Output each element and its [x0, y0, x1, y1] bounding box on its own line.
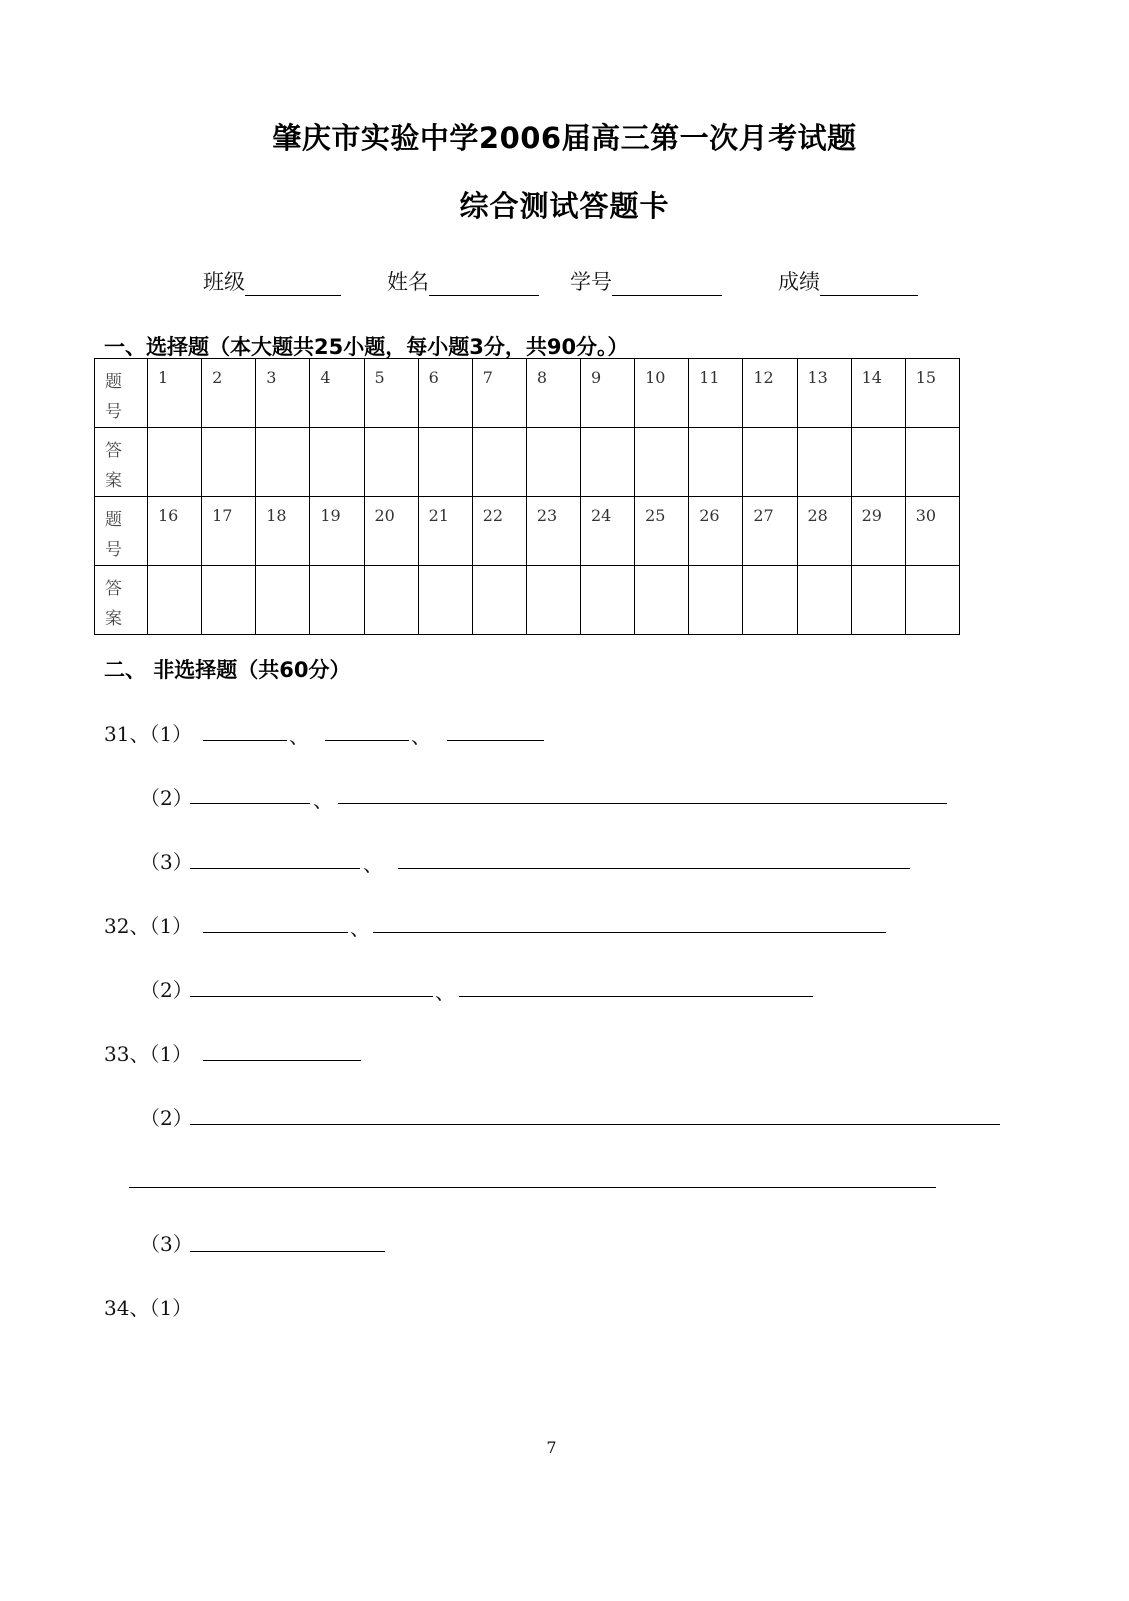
score-label: 成绩: [778, 270, 820, 294]
answer-cell[interactable]: [635, 566, 689, 635]
question-number-cell: 6: [418, 359, 472, 428]
q32-part2-label: （2）: [140, 978, 193, 1002]
question-number-cell: 9: [581, 359, 635, 428]
q32-1-blank-a[interactable]: [203, 932, 348, 933]
answer-cell[interactable]: [635, 428, 689, 497]
q31-1-blank-c[interactable]: [447, 740, 544, 741]
exam-title: 肇庆市实验中学2006届高三第一次月考试题: [272, 121, 857, 155]
question-number-cell: 17: [202, 497, 256, 566]
q31-1-blank-a[interactable]: [203, 740, 287, 741]
question-number-cell: 21: [418, 497, 472, 566]
question-number-cell: 8: [526, 359, 580, 428]
question-number-cell: 23: [526, 497, 580, 566]
answer-cell[interactable]: [581, 566, 635, 635]
question-number-cell: 2: [202, 359, 256, 428]
answer-sheet-subtitle: 综合测试答题卡: [459, 189, 670, 223]
question-number-cell: 3: [256, 359, 310, 428]
question-number-cell: 20: [364, 497, 418, 566]
answer-cell[interactable]: [310, 566, 364, 635]
question-number-cell: 15: [905, 359, 959, 428]
question-number-cell: 13: [797, 359, 851, 428]
question-number-cell: 22: [472, 497, 526, 566]
separator: 、: [411, 724, 431, 748]
score-blank[interactable]: [820, 273, 918, 296]
answer-cell[interactable]: [797, 566, 851, 635]
section-1-heading: 一、选择题（本大题共25小题，每小题3分，共90分。）: [104, 335, 629, 359]
question-number-cell: 27: [743, 497, 797, 566]
answer-cell[interactable]: [526, 428, 580, 497]
answer-row-1: [95, 428, 960, 497]
class-label: 班级: [203, 270, 245, 294]
answer-cell[interactable]: [851, 428, 905, 497]
question-number-cell: 7: [472, 359, 526, 428]
q31-3-blank-a[interactable]: [190, 868, 360, 869]
question-number-cell: 25: [635, 497, 689, 566]
answer-cell[interactable]: [797, 428, 851, 497]
question-number-cell: 11: [689, 359, 743, 428]
number-row-1: [95, 359, 960, 428]
answer-cell[interactable]: [472, 428, 526, 497]
row-label-answer: 答 案: [95, 428, 148, 497]
student-id-field[interactable]: [570, 266, 722, 296]
q31-1-blank-b[interactable]: [325, 740, 409, 741]
name-field[interactable]: [387, 266, 539, 296]
q33-2-blank-line2[interactable]: [129, 1187, 936, 1188]
q33-1-blank[interactable]: [203, 1060, 361, 1061]
answer-cell[interactable]: [202, 428, 256, 497]
q33-part3-label: （3）: [140, 1232, 193, 1256]
answer-cell[interactable]: [905, 428, 959, 497]
question-number-cell: 19: [310, 497, 364, 566]
class-blank[interactable]: [245, 273, 341, 296]
page-number: 7: [546, 1438, 557, 1457]
student-id-label: 学号: [570, 270, 612, 294]
q31-2-blank-a[interactable]: [190, 803, 310, 804]
q32-part1-label: 32、（1）: [104, 914, 193, 938]
q33-2-blank-line1[interactable]: [190, 1124, 1000, 1125]
question-number-cell: 24: [581, 497, 635, 566]
q33-part2-label: （2）: [140, 1106, 193, 1130]
q34-part1-label: 34、（1）: [104, 1296, 193, 1320]
q33-3-blank[interactable]: [190, 1251, 385, 1252]
q31-part2-label: （2）: [140, 786, 193, 810]
question-number-cell: 26: [689, 497, 743, 566]
q31-part1-label: 31、（1）: [104, 722, 193, 746]
question-number-cell: 16: [148, 497, 202, 566]
q31-part3-label: （3）: [140, 850, 193, 874]
q31-3-blank-b[interactable]: [398, 868, 910, 869]
name-blank[interactable]: [429, 273, 539, 296]
separator: 、: [350, 916, 370, 940]
answer-cell[interactable]: [743, 428, 797, 497]
answer-cell[interactable]: [310, 428, 364, 497]
q33-part1-label: 33、（1）: [104, 1042, 193, 1066]
row-label-number: 题 号: [95, 497, 148, 566]
question-number-cell: 1: [148, 359, 202, 428]
question-number-cell: 5: [364, 359, 418, 428]
question-number-cell: 30: [905, 497, 959, 566]
answer-cell[interactable]: [851, 566, 905, 635]
answer-cell[interactable]: [148, 566, 202, 635]
student-id-blank[interactable]: [612, 273, 722, 296]
score-field[interactable]: [778, 266, 918, 296]
question-number-cell: 10: [635, 359, 689, 428]
answer-cell[interactable]: [472, 566, 526, 635]
answer-cell[interactable]: [364, 566, 418, 635]
answer-cell[interactable]: [581, 428, 635, 497]
name-label: 姓名: [387, 270, 429, 294]
q32-2-blank-a[interactable]: [190, 996, 433, 997]
answer-cell[interactable]: [689, 566, 743, 635]
answer-cell[interactable]: [148, 428, 202, 497]
answer-cell[interactable]: [526, 566, 580, 635]
q31-2-blank-b[interactable]: [338, 803, 947, 804]
separator: 、: [289, 724, 309, 748]
answer-grid: [94, 358, 960, 635]
answer-cell[interactable]: [418, 428, 472, 497]
class-field[interactable]: [203, 266, 341, 296]
number-row-2: [95, 497, 960, 566]
answer-cell[interactable]: [689, 428, 743, 497]
answer-cell[interactable]: [364, 428, 418, 497]
question-number-cell: 14: [851, 359, 905, 428]
q32-2-blank-b[interactable]: [459, 996, 813, 997]
answer-cell[interactable]: [202, 566, 256, 635]
section-2-heading: 二、 非选择题（共60分）: [104, 658, 351, 682]
separator: 、: [313, 788, 333, 812]
question-number-cell: 18: [256, 497, 310, 566]
q32-1-blank-b[interactable]: [373, 932, 886, 933]
question-number-cell: 12: [743, 359, 797, 428]
row-label-answer: 答 案: [95, 566, 148, 635]
question-number-cell: 28: [797, 497, 851, 566]
question-number-cell: 4: [310, 359, 364, 428]
row-label-number: 题 号: [95, 359, 148, 428]
answer-cell[interactable]: [418, 566, 472, 635]
answer-cell[interactable]: [743, 566, 797, 635]
answer-cell[interactable]: [256, 566, 310, 635]
separator: 、: [363, 852, 383, 876]
question-number-cell: 29: [851, 497, 905, 566]
answer-row-2: [95, 566, 960, 635]
answer-cell[interactable]: [905, 566, 959, 635]
answer-cell[interactable]: [256, 428, 310, 497]
separator: 、: [435, 980, 455, 1004]
